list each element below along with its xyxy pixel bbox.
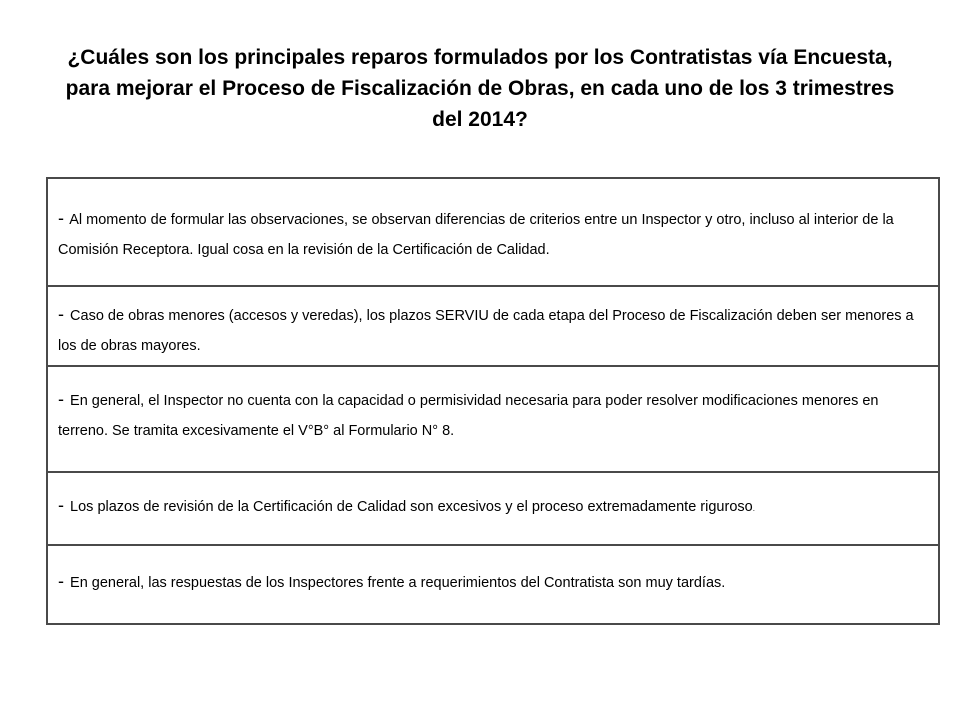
reparo-text: En general, las respuestas de los Inspectores frente a requerimientos del Contratista son muy tardías. bbox=[70, 575, 726, 591]
reparo-text: Al momento de formular las observaciones, se observan diferencias de criterios entre un Inspector y otro, incluso al interior de la Comisión Receptora. Igual cosa en la revisión de la Certificación de Calidad. bbox=[58, 212, 894, 258]
row-dash: - bbox=[58, 208, 64, 228]
reparo-row-2 bbox=[48, 287, 938, 367]
row-dash: - bbox=[58, 304, 64, 324]
reparo-row-5 bbox=[48, 546, 938, 625]
row-dash: - bbox=[58, 571, 64, 591]
reparo-text-tail: . bbox=[752, 504, 755, 513]
reparo-row-4 bbox=[48, 473, 938, 546]
page-title: ¿Cuáles son los principales reparos formulados por los Contratistas vía Encuesta, para mejorar el Proceso de Fiscalización de Obras, en cada uno de los 3 trimestres del 2014? bbox=[65, 46, 895, 131]
reparo-row-1 bbox=[48, 179, 938, 287]
reparo-text: Caso de obras menores (accesos y veredas), los plazos SERVIU de cada etapa del Proceso de Fiscalización deben ser menores a los de obras mayores. bbox=[58, 308, 914, 354]
reparo-row-3 bbox=[48, 367, 938, 473]
row-dash: - bbox=[58, 389, 64, 409]
reparos-table bbox=[46, 177, 940, 625]
row-dash: - bbox=[58, 495, 64, 515]
reparo-text: En general, el Inspector no cuenta con la capacidad o permisividad necesaria para poder resolver modificaciones menores en terreno. Se tramita excesivamente el V°B° al Formulario N° 8. bbox=[58, 393, 879, 439]
reparo-text: Los plazos de revisión de la Certificación de Calidad son excesivos y el proceso extremadamente riguroso bbox=[70, 499, 753, 515]
